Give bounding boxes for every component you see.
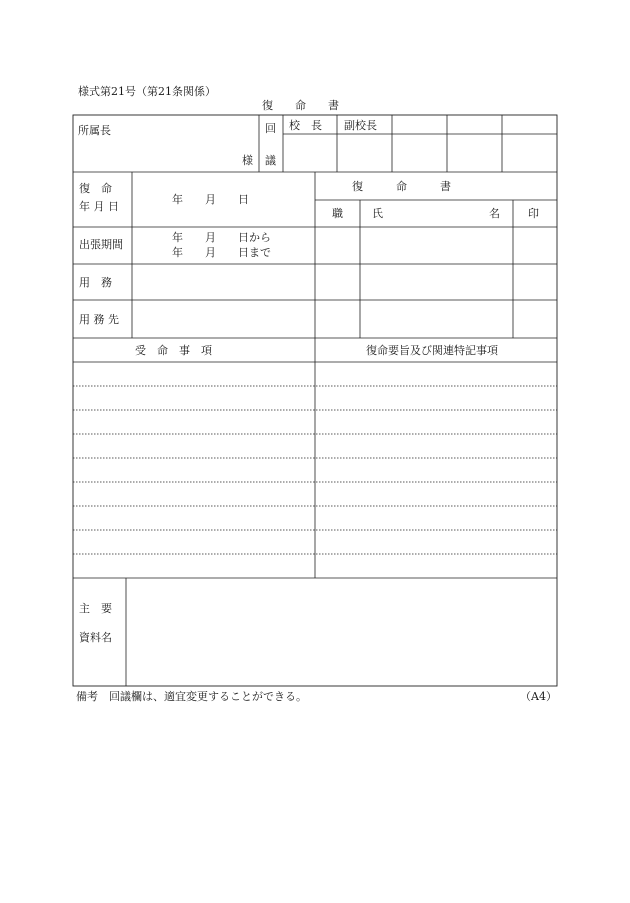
sama-label: 様 — [242, 154, 253, 167]
received-orders-header: 受 命 事 項 — [135, 344, 212, 357]
seal-label: 印 — [528, 207, 539, 220]
form-number: 様式第21号（第21条関係） — [78, 85, 216, 98]
paper-size: （A4） — [520, 690, 557, 703]
return-date-label-2: 年 月 日 — [79, 200, 119, 213]
name-label-1: 氏 — [372, 207, 383, 220]
return-date-label-1: 復 命 — [79, 182, 112, 195]
return-date-template: 年 月 日 — [172, 193, 249, 206]
report-summary-header: 復命要旨及び関連特記事項 — [366, 344, 498, 357]
materials-label-2: 資料名 — [79, 631, 112, 644]
addressee-label: 所属長 — [78, 124, 111, 137]
report-title: 復 命 書 — [352, 180, 451, 193]
name-label-2: 名 — [489, 207, 500, 220]
trip-to: 年 月 日まで — [172, 246, 271, 259]
principal-label: 校 長 — [289, 119, 322, 132]
duty-label: 用 務 — [79, 276, 112, 289]
kaigi-label-1: 回 — [265, 122, 276, 135]
destination-label: 用 務 先 — [79, 313, 119, 326]
trip-period-label: 出張期間 — [79, 238, 123, 251]
trip-from: 年 月 日から — [172, 231, 271, 244]
position-label: 職 — [332, 207, 343, 220]
form-title: 復 命 書 — [262, 99, 339, 112]
vice-principal-label: 副校長 — [344, 119, 377, 132]
kaigi-label-2: 議 — [265, 154, 276, 167]
footer-note: 備考 回議欄は、適宜変更することができる。 — [76, 690, 307, 703]
materials-label-1: 主 要 — [79, 602, 112, 615]
